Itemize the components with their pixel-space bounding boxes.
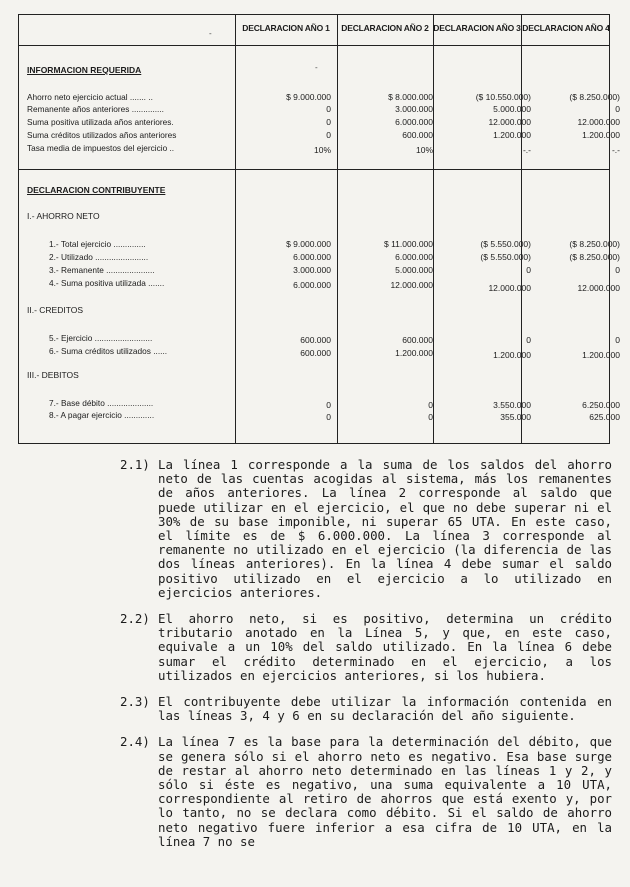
info-row-value: 3.000.000: [395, 104, 433, 114]
declaration-section-title: DECLARACION CONTRIBUYENTE: [27, 185, 166, 195]
declaration-row-value: 1.200.000: [395, 348, 433, 358]
info-row-label: Tasa media de impuestos del ejercicio ..: [27, 143, 175, 153]
declaration-row-value: $ 11.000.000: [384, 239, 433, 249]
declaration-row-value: 12.000.000: [390, 280, 433, 290]
info-row-value: -.-: [522, 145, 531, 155]
declaration-row-value: 6.000.000: [395, 252, 433, 262]
column-divider: [433, 15, 434, 443]
info-row-value: 600.000: [402, 130, 433, 140]
info-row-value: 10%: [415, 145, 433, 155]
declaration-row-value: 1.200.000: [582, 350, 620, 360]
declaration-row-value: 0: [526, 265, 531, 275]
subsection-title: III.- DEBITOS: [27, 370, 79, 380]
column-divider: [337, 15, 338, 443]
paragraph-number: 2.1): [120, 457, 150, 472]
declaration-row-value: 625.000: [589, 412, 620, 422]
column-header-year-1: DECLARACION AÑO 1: [242, 23, 330, 33]
declaration-row-value: 600.000: [402, 335, 433, 345]
stray-mark: -: [209, 29, 212, 38]
paragraph: [120, 458, 612, 600]
info-row-value: 6.000.000: [395, 117, 433, 127]
declaration-row-value: 0: [615, 265, 620, 275]
declaration-row-value: 0: [326, 400, 331, 410]
declaration-row-value: 6.000.000: [293, 252, 331, 262]
info-row-value: $ 9.000.000: [286, 92, 331, 102]
declaration-row-value: 6.250.000: [582, 400, 620, 410]
declaration-row-value: 0: [428, 400, 433, 410]
column-header-year-4: DECLARACION AÑO 4: [522, 23, 610, 33]
declaration-row-value: 0: [326, 412, 331, 422]
declaration-row-value: 0: [526, 335, 531, 345]
declaration-row-value: 5.000.000: [395, 265, 433, 275]
paragraph: [120, 612, 612, 683]
info-section-title: INFORMACION REQUERIDA: [27, 65, 142, 75]
paragraph-text: El ahorro neto, si es positivo, determina un crédito tributario anotado en la Línea 5, y que, en este caso, equivale a un 10% del saldo utilizado. En la línea 6 debe sumar el crédito determinado en el ejercicio, a los utilizados en ejercicios anteriores, si los hubiera.: [158, 611, 612, 683]
declaration-row-label: 7.- Base débito ....................: [49, 398, 154, 408]
info-row-value: 0: [615, 104, 620, 114]
declaration-row-label: 8.- A pagar ejercicio .............: [49, 410, 155, 420]
declaration-row-label: 4.- Suma positiva utilizada .......: [49, 278, 165, 288]
declaration-row-value: 600.000: [300, 335, 331, 345]
declaration-row-label: 1.- Total ejercicio ..............: [49, 239, 146, 249]
declaration-row-value: ($ 8.250.000): [569, 239, 620, 249]
info-row-label: Remanente años anteriores ..............: [27, 104, 164, 114]
info-row-value: 1.200.000: [582, 130, 620, 140]
declaration-row-value: 3.550.000: [493, 400, 531, 410]
info-row-value: ($ 10.550.000): [475, 92, 531, 102]
column-divider: [235, 15, 236, 443]
paragraph-text: El contribuyente debe utilizar la información contenida en las líneas 3, 4 y 6 en su declaración del año siguiente.: [158, 694, 612, 724]
info-row-value: 12.000.000: [488, 117, 531, 127]
info-row-value: -.-: [611, 145, 620, 155]
info-row-value: 0: [326, 117, 331, 127]
stray-mark: -: [315, 63, 318, 72]
declaration-row-value: 12.000.000: [488, 283, 531, 293]
declaration-row-label: 2.- Utilizado .......................: [49, 252, 149, 262]
declaration-row-value: 6.000.000: [293, 280, 331, 290]
paragraph-text: La línea 1 corresponde a la suma de los saldos del ahorro neto de las cuentas acogidas al sistema, más los remanentes de años anteriores. La línea 2 corresponde al saldo que puede utilizar en el ejercicio, el que no debe superar ni el 30% de su base imponible, ni superar 65 UTA. En este caso, el límite es de $ 6.000.000. La línea 3 corresponde al remanente no utilizado en el ejercicio (la diferencia de las dos líneas anteriores). En la línea 4 debe sumar el saldo positivo utilizado en el ejercicio a lo utilizado en ejercicios anteriores.: [158, 457, 612, 600]
info-row-value: ($ 8.250.000): [569, 92, 620, 102]
column-header-year-2: DECLARACION AÑO 2: [341, 23, 429, 33]
paragraph-number: 2.2): [120, 611, 150, 627]
info-row-value: 12.000.000: [577, 117, 620, 127]
info-row-label: Suma créditos utilizados años anteriores: [27, 130, 177, 140]
declaration-row-value: 355.000: [500, 412, 531, 422]
declaration-row-value: ($ 8.250.000): [569, 252, 620, 262]
info-row-label: Ahorro neto ejercicio actual ....... ..: [27, 92, 153, 102]
declaration-table: [18, 14, 620, 444]
declaration-row-value: ($ 5.550.000): [480, 252, 531, 262]
info-row-value: $ 8.000.000: [388, 92, 433, 102]
paragraph: [120, 735, 612, 849]
column-header-year-3: DECLARACION AÑO 3: [433, 23, 521, 33]
declaration-row-value: 0: [428, 412, 433, 422]
info-row-value: 5.000.000: [493, 104, 531, 114]
explanatory-text: [120, 458, 612, 861]
declaration-row-value: 0: [615, 335, 620, 345]
declaration-row-value: ($ 5.550.000): [480, 239, 531, 249]
info-row-value: 10%: [313, 145, 331, 155]
info-row-value: 0: [326, 130, 331, 140]
subsection-title: I.- AHORRO NETO: [27, 211, 100, 221]
info-row-value: 1.200.000: [493, 130, 531, 140]
declaration-row-value: $ 9.000.000: [286, 239, 331, 249]
paragraph-text: La línea 7 es la base para la determinación del débito, que se genera sólo si el ahorro neto es negativo. Esa base surge de restar al ahorro neto determinado en las líneas 1 y 2, y sólo si éste es negativo, una suma equivalente a 10 UTA, correspondiente al retiro de ahorros que está exento y, por lo tanto, no se declara como débito. Si el saldo de ahorro neto negativo fuere inferior a esa cifra de 10 UTA, en la línea 7 no se: [158, 734, 612, 849]
header-divider: [19, 45, 609, 46]
paragraph-number: 2.4): [120, 734, 150, 750]
subsection-title: II.- CREDITOS: [27, 305, 84, 315]
declaration-row-value: 600.000: [300, 348, 331, 358]
declaration-row-label: 5.- Ejercicio .........................: [49, 333, 153, 343]
section-divider: [19, 169, 609, 170]
info-row-value: 0: [326, 104, 331, 114]
column-divider: [521, 15, 522, 443]
paragraph: [120, 695, 612, 723]
declaration-row-label: 6.- Suma créditos utilizados ......: [49, 346, 168, 356]
info-row-label: Suma positiva utilizada años anteriores.: [27, 117, 174, 127]
paragraph-number: 2.3): [120, 694, 150, 710]
declaration-row-value: 12.000.000: [577, 283, 620, 293]
declaration-row-value: 1.200.000: [493, 350, 531, 360]
declaration-row-value: 3.000.000: [293, 265, 331, 275]
declaration-row-label: 3.- Remanente .....................: [49, 265, 155, 275]
